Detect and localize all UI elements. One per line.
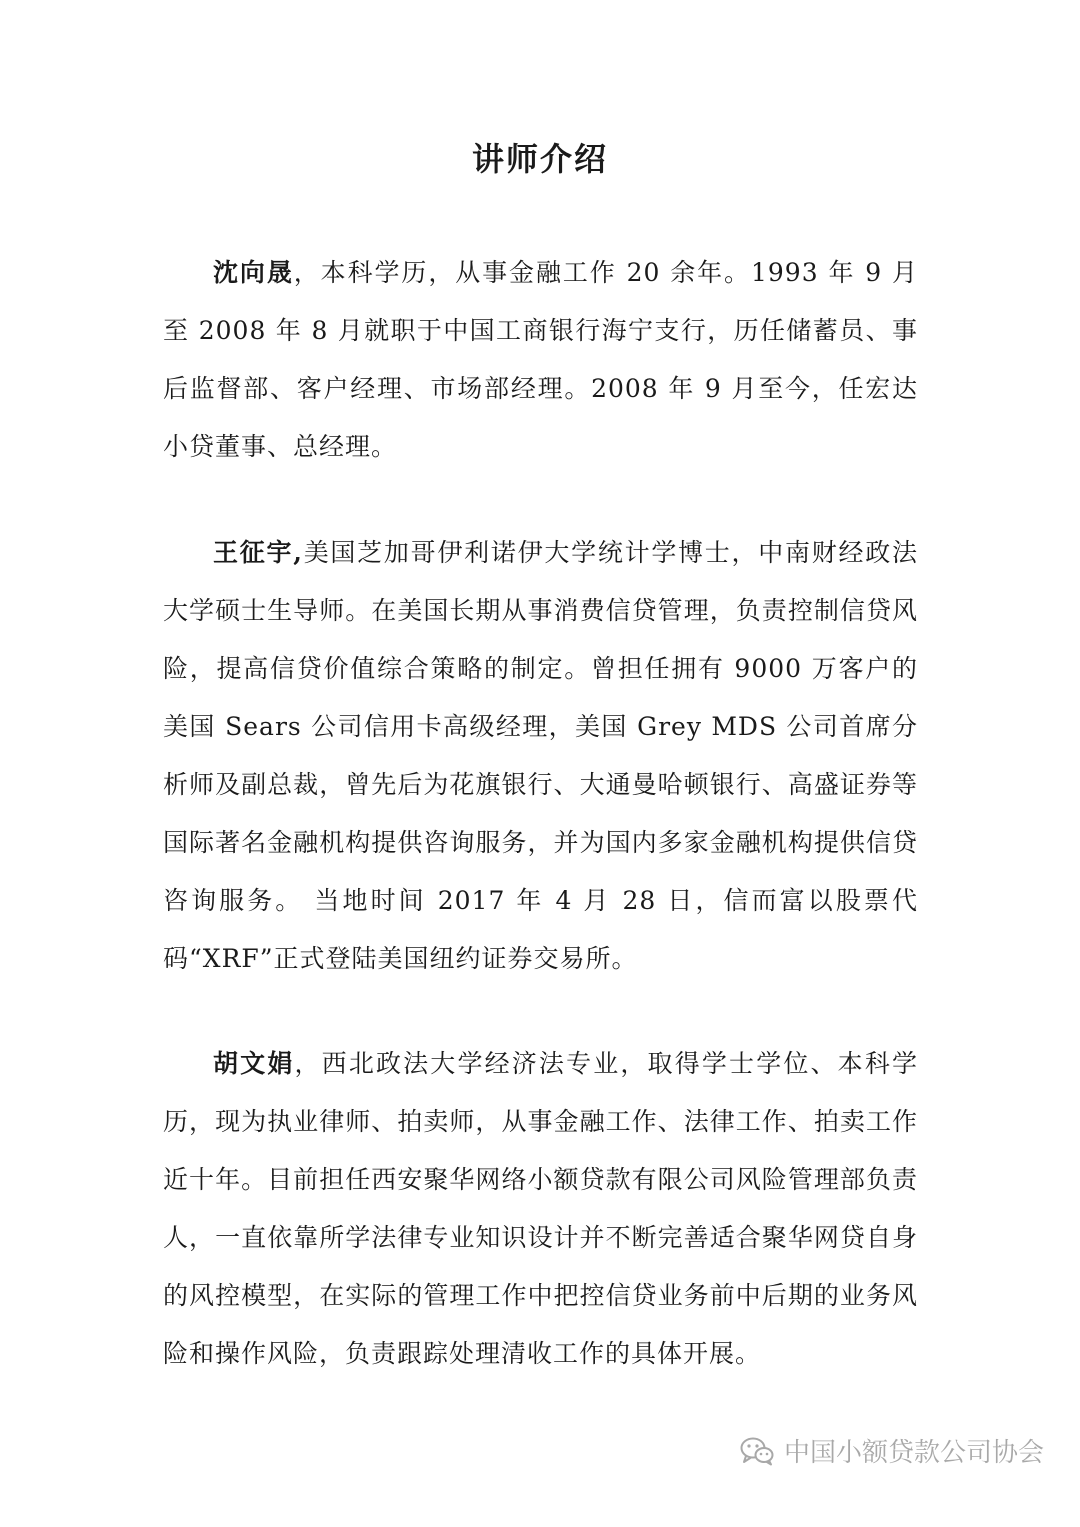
name-separator: ， [294, 1049, 322, 1078]
name-separator: , [293, 538, 303, 567]
page-title: 讲师介绍 [471, 140, 608, 178]
lecturer-name: 王征宇 [213, 538, 294, 567]
lecturer-name: 胡文娟 [213, 1049, 295, 1078]
lecturer-description: 西北政法大学经济法专业，取得学士学位、本科学历，现为执业律师、拍卖师，从事金融工作、法律工作、拍卖工作近十年。目前担任西安聚华网络小额贷款有限公司风险管理部负责人，一直依靠所学法律专业知识设计并不断完善适合聚华网贷自身的风控模型，在实际的管理工作中把控信贷业务前中后期的业务风险和操作风险，负责跟踪处理清收工作的具体开展。 [163, 1049, 918, 1368]
watermark [740, 1432, 1044, 1469]
lecturer-bio [163, 244, 918, 476]
wechat-icon [740, 1436, 774, 1466]
watermark-text: 中国小额贷款公司协会 [783, 1438, 1044, 1468]
lecturer-bio [163, 1035, 918, 1383]
lecturer-bio [163, 524, 918, 988]
name-separator: ， [293, 258, 321, 287]
lecturer-description: 美国芝加哥伊利诺伊大学统计学博士，中南财经政法大学硕士生导师。在美国长期从事消费信贷管理，负责控制信贷风险，提高信贷价值综合策略的制定。曾担任拥有 9000 万客户的美国 Sears 公司信用卡高级经理，美国 Grey MDS 公司首席分析师及副总裁，曾先后为花旗银行、大通曼哈顿银行、高盛证券等国际著名金融机构提供咨询服务，并为国内多家金融机构提供信贷咨询服务。 当地时间 2017 年 4 月 28 日，信而富以股票代码“XRF”正式登陆美国纽约证券交易所。 [163, 538, 918, 973]
lecturer-name: 沈向晟 [213, 258, 294, 287]
lecturer-description: 本科学历，从事金融工作 20 余年。1993 年 9 月至 2008 年 8 月就职于中国工商银行海宁支行，历任储蓄员、事后监督部、客户经理、市场部经理。2008 年 9 月至今，任宏达小贷董事、总经理。 [163, 258, 918, 461]
